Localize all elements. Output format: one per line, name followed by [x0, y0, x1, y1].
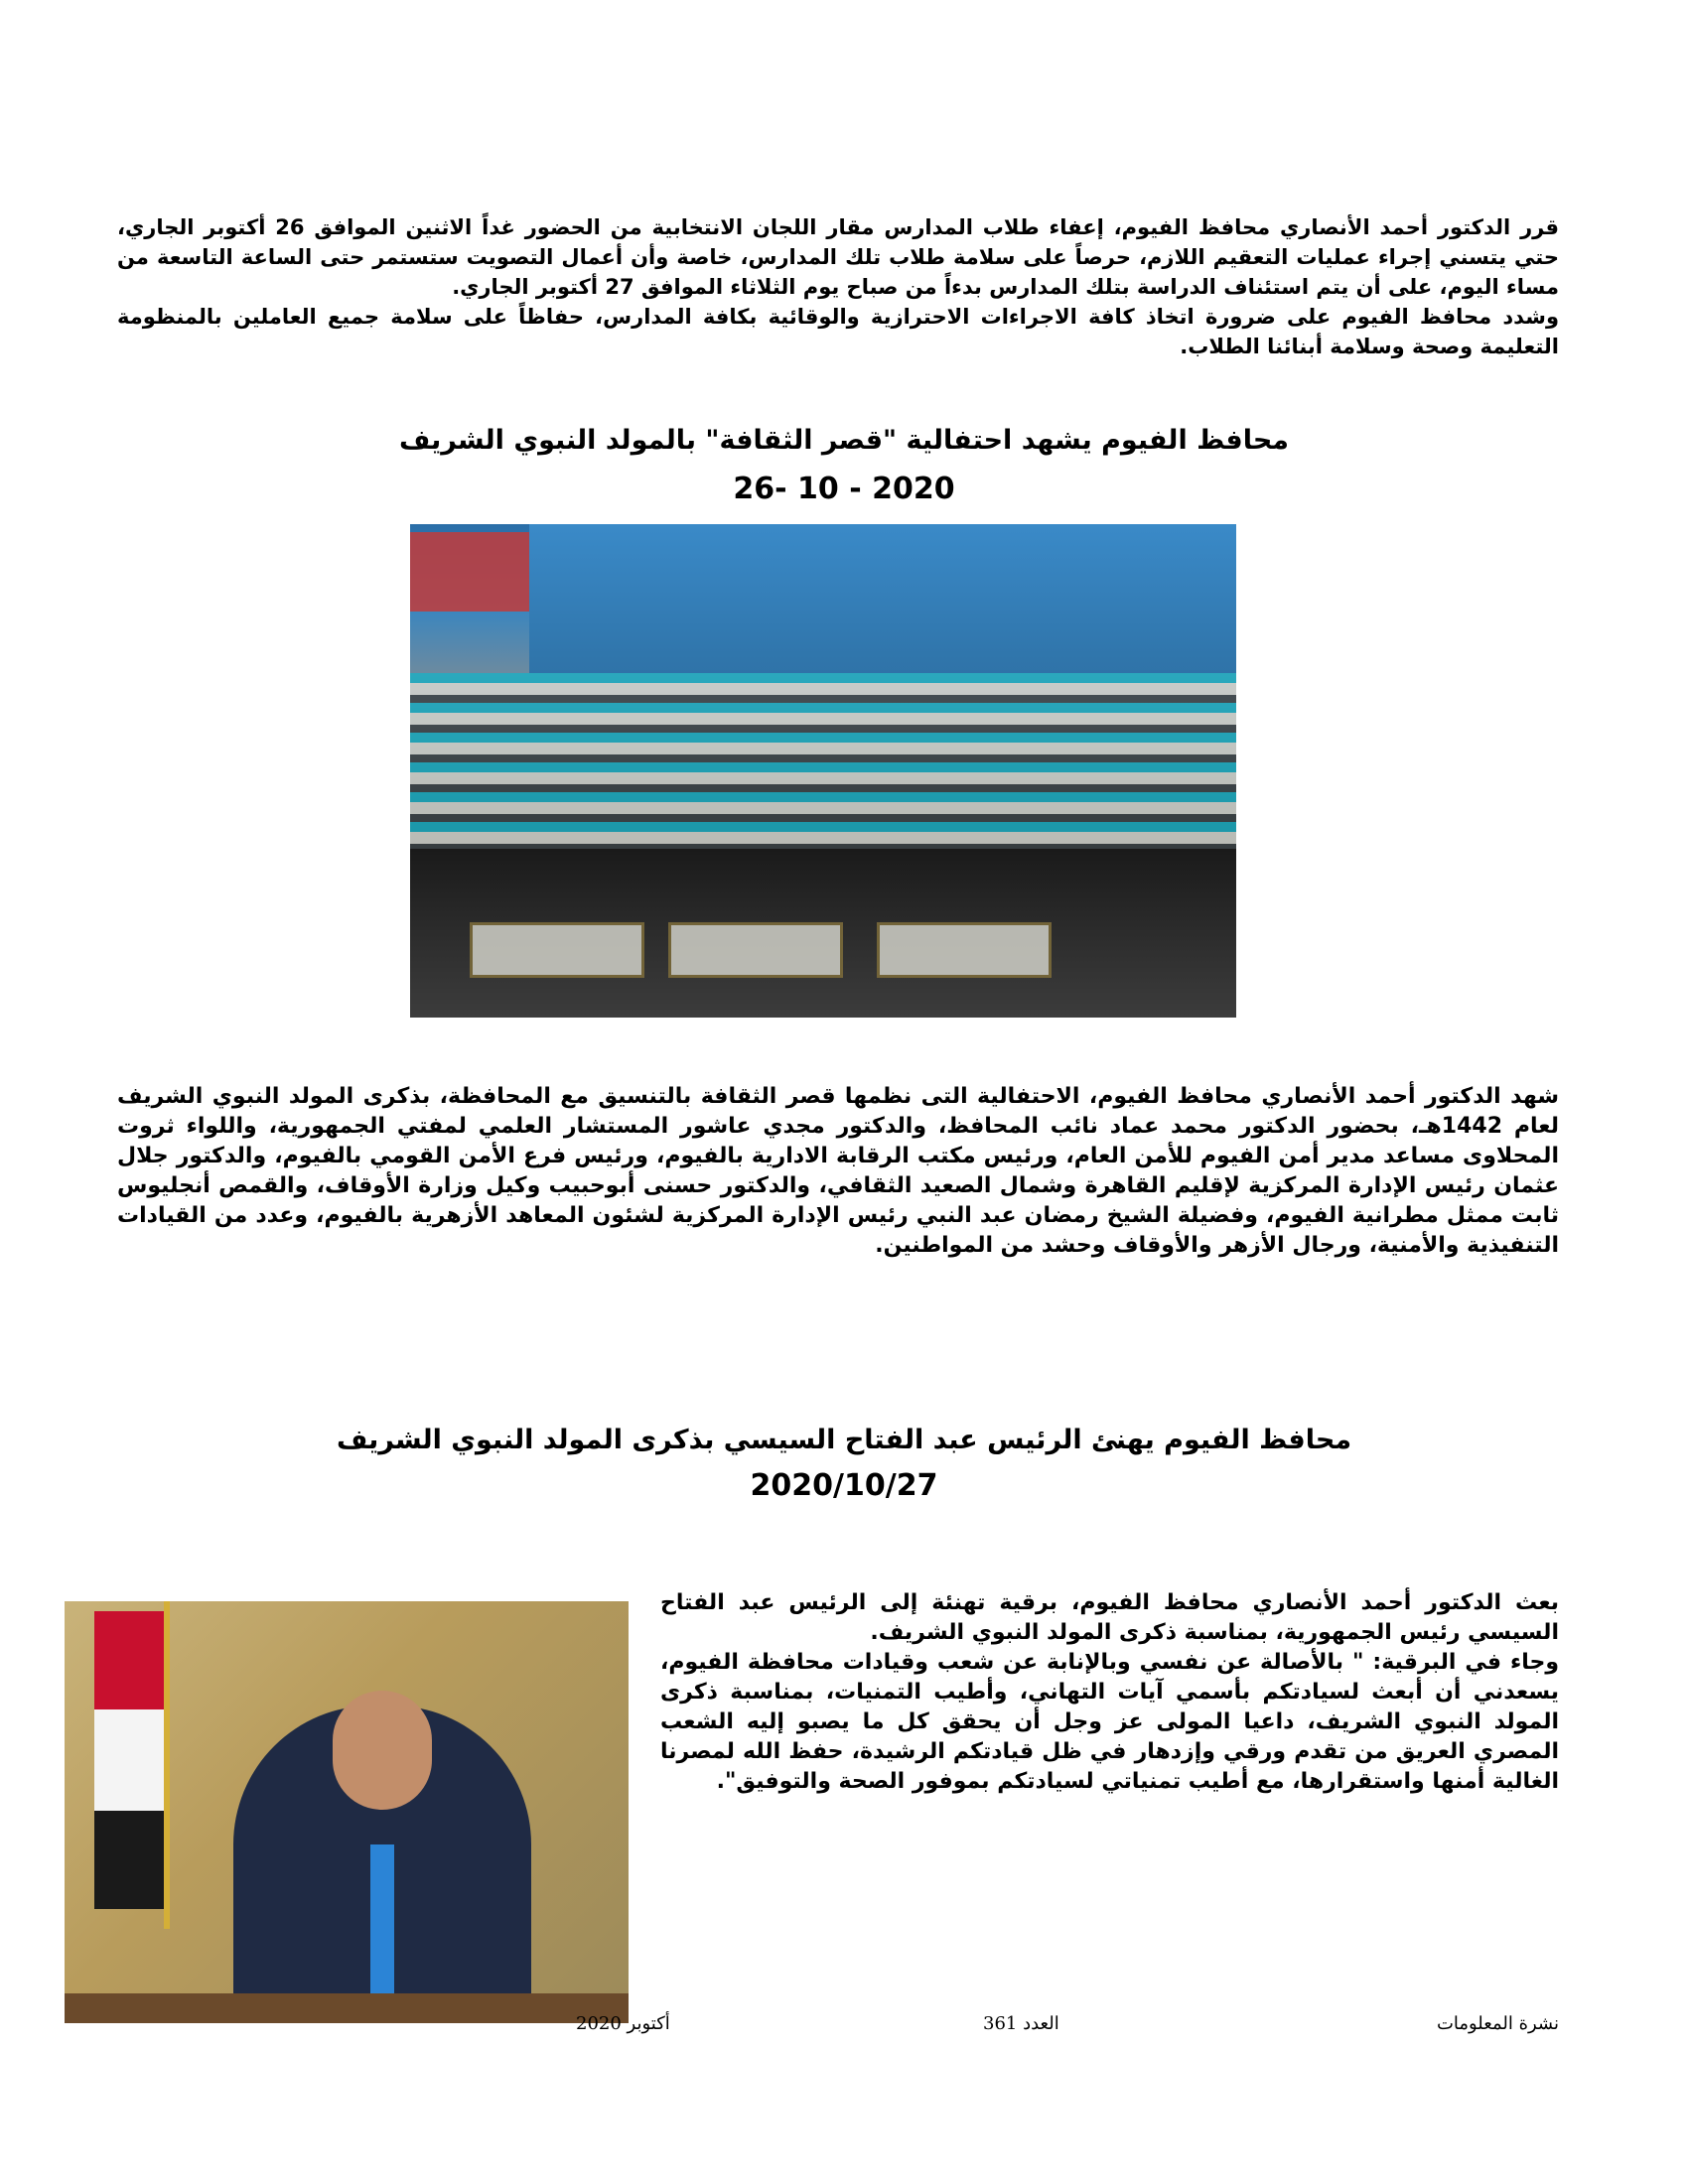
- article3-title: محافظ الفيوم يهنئ الرئيس عبد الفتاح السيسي بذكرى المولد النبوي الشريف: [336, 1425, 1352, 1455]
- article3-paragraph: وجاء في البرقية: " بالأصالة عن نفسي وبالإنابة عن شعب وقيادات محافظة الفيوم، يسعدني أن أبعث لسيادتكم بأسمي آيات التهاني، وأطيب التمنيات، بمناسبة ذكرى المولد النبوي الشريف، داعيا المولى عز وجل أن يحقق كل ما يصبو إليه الشعب المصري العريق من تقدم ورقي وإزدهار في ظل قيادتكم الرشيدة، حفظ الله لمصرنا الغالية أمنها واستقرارها، مع أطيب تمنياتي لسيادتكم بموفور الصحة والتوفيق".: [660, 1650, 1559, 1794]
- footer-publication: نشرة المعلومات: [1436, 2013, 1559, 2034]
- article2-date: 26- 10 - 2020: [733, 472, 955, 506]
- footer-date: أكتوبر 2020: [576, 2013, 670, 2034]
- auditorium-audience-photo: [410, 524, 1236, 1018]
- governor-portrait-photo: [65, 1601, 629, 2023]
- article1-tail-text: [117, 212, 1559, 361]
- article3-body: [660, 1588, 1559, 1797]
- article3-date: 2020/10/27: [750, 1468, 938, 1503]
- article1-paragraph: قرر الدكتور أحمد الأنصاري محافظ الفيوم، إعفاء طلاب المدارس مقار اللجان الانتخابية من الحضور غداً الاثنين الموافق 26 أكتوبر الجاري، حتي يتسني إجراء عمليات التعقيم اللازم، حرصاً على سلامة طلاب تلك المدارس، خاصة وأن أعمال التصويت ستستمر حتى الساعة التاسعة من مساء اليوم، على أن يتم استئناف الدراسة بتلك المدارس بدءاً من صباح يوم الثلاثاء الموافق 27 أكتوبر الجاري.: [117, 215, 1559, 299]
- article2-body: شهد الدكتور أحمد الأنصاري محافظ الفيوم، الاحتفالية التى نظمها قصر الثقافة بالتنسيق مع المحافظة، بذكرى المولد النبوي الشريف لعام 1442هـ، بحضور الدكتور محمد عماد نائب المحافظ، والدكتور مجدي عاشور المستشار العلمي لمفتي الجمهورية، واللواء ثروت المحلاوى مساعد مدير أمن الفيوم للأمن العام، ورئيس مكتب الرقابة الادارية بالفيوم، ورئيس فرع الأمن القومي بالفيوم، والدكتور جلال عثمان رئيس الإدارة المركزية لإقليم القاهرة وشمال الصعيد الثقافي، والدكتور حسنى أبوحبيب وكيل وزارة الأوقاف، والقمص أنجليوس ثابت ممثل مطرانية الفيوم، وفضيلة الشيخ رمضان عبد النبي رئيس الإدارة المركزية لشئون المعاهد الأزهرية بالفيوم، وعدد من القيادات التنفيذية والأمنية، ورجال الأزهر والأوقاف وحشد من المواطنين.: [117, 1084, 1559, 1258]
- footer-issue: العدد 361: [983, 2013, 1059, 2034]
- article1-paragraph: وشدد محافظ الفيوم على ضرورة اتخاذ كافة الاجراءات الاحترازية والوقائية بكافة المدارس، حفاظاً على سلامة جميع العاملين بالمنظومة التعليمة وصحة وسلامة أبنائنا الطلاب.: [117, 305, 1559, 358]
- article3-paragraph: بعث الدكتور أحمد الأنصاري محافظ الفيوم، برقية تهنئة إلى الرئيس عبد الفتاح السيسي رئيس الجمهورية، بمناسبة ذكرى المولد النبوي الشريف.: [660, 1590, 1559, 1645]
- article2-title: محافظ الفيوم يشهد احتفالية "قصر الثقافة" بالمولد النبوي الشريف: [398, 425, 1290, 456]
